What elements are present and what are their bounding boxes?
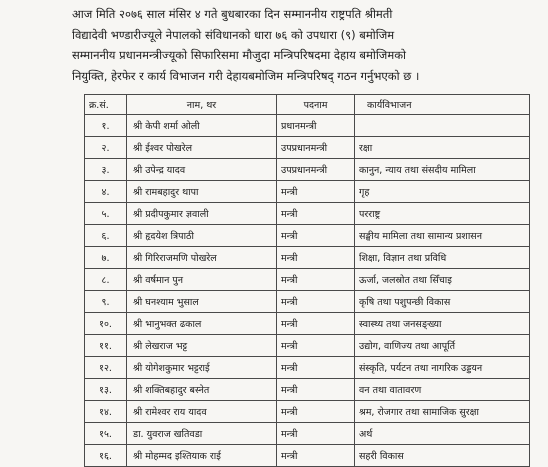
table-row	[85, 225, 530, 247]
cell-post: मन्त्री	[277, 181, 355, 203]
table-row	[85, 335, 530, 357]
table-row	[85, 247, 530, 269]
cell-portfolio: शिक्षा, विज्ञान तथा प्रविधि	[355, 247, 530, 269]
cell-portfolio: कानुन, न्याय तथा संसदीय मामिला	[355, 159, 530, 181]
cell-post: मन्त्री	[277, 269, 355, 291]
cell-portfolio: सङ्घीय मामिला तथा सामान्य प्रशासन	[355, 225, 530, 247]
cell-name: श्री घनश्याम भुसाल	[127, 291, 277, 313]
cell-post: मन्त्री	[277, 225, 355, 247]
cell-serial: ४.	[85, 181, 127, 203]
cell-portfolio: कृषि तथा पशुपन्छी विकास	[355, 291, 530, 313]
header-serial: क्र.सं.	[85, 95, 127, 115]
cell-name: श्री उपेन्द्र यादव	[127, 159, 277, 181]
cell-post: मन्त्री	[277, 203, 355, 225]
cell-name: श्री हृदयेश त्रिपाठी	[127, 225, 277, 247]
cell-post: उपप्रधानमन्त्री	[277, 137, 355, 159]
cell-post: उपप्रधानमन्त्री	[277, 159, 355, 181]
table-row	[85, 357, 530, 379]
table-row	[85, 159, 530, 181]
cell-portfolio	[355, 115, 530, 137]
table-row	[85, 401, 530, 423]
cell-serial: ११.	[85, 335, 127, 357]
cell-portfolio: गृह	[355, 181, 530, 203]
cell-name: श्री गिरिराजमणि पोखरेल	[127, 247, 277, 269]
table-row	[85, 445, 530, 467]
cell-portfolio: अर्थ	[355, 423, 530, 445]
cell-name: श्री भानुभक्त ढकाल	[127, 313, 277, 335]
cell-portfolio: स्वास्थ्य तथा जनसङ्ख्या	[355, 313, 530, 335]
cell-serial: १२.	[85, 357, 127, 379]
table-body	[85, 115, 530, 467]
cell-name: श्री प्रदीपकुमार ज्ञवाली	[127, 203, 277, 225]
cell-post: मन्त्री	[277, 379, 355, 401]
cell-serial: १४.	[85, 401, 127, 423]
cell-portfolio: वन तथा वातावरण	[355, 379, 530, 401]
cell-serial: ७.	[85, 247, 127, 269]
cell-post: मन्त्री	[277, 291, 355, 313]
cell-portfolio: संस्कृति, पर्यटन तथा नागरिक उड्डयन	[355, 357, 530, 379]
header-post: पदनाम	[277, 95, 355, 115]
cell-portfolio: उद्योग, वाणिज्य तथा आपूर्ति	[355, 335, 530, 357]
table-row	[85, 423, 530, 445]
cell-serial: १६.	[85, 445, 127, 467]
intro-line: विद्यादेवी भण्डारीज्यूले नेपालको संविधानको धारा ७६ को उपधारा (९) बमोजिम	[72, 27, 395, 42]
cell-serial: ८.	[85, 269, 127, 291]
cell-name: डा. युवराज खतिवडा	[127, 423, 277, 445]
cell-name: श्री योगेशकुमार भट्टराई	[127, 357, 277, 379]
cell-portfolio: सहरी विकास	[355, 445, 530, 467]
cell-post: मन्त्री	[277, 335, 355, 357]
cell-post: मन्त्री	[277, 313, 355, 335]
cell-name: श्री रामबहादुर थापा	[127, 181, 277, 203]
cell-serial: १०.	[85, 313, 127, 335]
table-row	[85, 181, 530, 203]
cell-serial: ५.	[85, 203, 127, 225]
cell-post: मन्त्री	[277, 401, 355, 423]
cell-serial: ६.	[85, 225, 127, 247]
table-row	[85, 313, 530, 335]
cell-serial: १५.	[85, 423, 127, 445]
cell-name: श्री मोहम्मद इश्तियाक राई	[127, 445, 277, 467]
cell-name: श्री लेखराज भट्ट	[127, 335, 277, 357]
cell-post: मन्त्री	[277, 445, 355, 467]
table-row	[85, 269, 530, 291]
cell-portfolio: श्रम, रोजगार तथा सामाजिक सुरक्षा	[355, 401, 530, 423]
cell-name: श्री शक्तिबहादुर बस्नेत	[127, 379, 277, 401]
cell-name: श्री केपी शर्मा ओली	[127, 115, 277, 137]
cell-name: श्री वर्षमान पुन	[127, 269, 277, 291]
cell-post: मन्त्री	[277, 357, 355, 379]
header-name: नाम, थर	[127, 95, 277, 115]
table-row	[85, 203, 530, 225]
cell-serial: ३.	[85, 159, 127, 181]
table-row	[85, 379, 530, 401]
cell-post: मन्त्री	[277, 247, 355, 269]
cell-name: श्री रामेश्वर राय यादव	[127, 401, 277, 423]
table-header-row	[85, 95, 530, 115]
cabinet-table	[84, 94, 530, 467]
cell-serial: १३.	[85, 379, 127, 401]
intro-paragraph	[72, 4, 524, 86]
cell-portfolio: परराष्ट्र	[355, 203, 530, 225]
intro-line: नियुक्ति, हेरफेर र कार्य विभाजन गरी देहायबमोजिम मन्त्रिपरिषद् गठन गर्नुभएको छ ।	[72, 68, 420, 83]
intro-line: आज मिति २०७६ साल मंसिर ४ गते बुधबारका दिन सम्माननीय राष्ट्रपति श्रीमती	[72, 7, 393, 21]
cell-name: श्री ईश्वर पोखरेल	[127, 137, 277, 159]
header-portfolio: कार्यविभाजन	[355, 95, 530, 115]
cell-portfolio: ऊर्जा, जलस्रोत तथा सिँचाइ	[355, 269, 530, 291]
cell-serial: ९.	[85, 291, 127, 313]
cell-serial: २.	[85, 137, 127, 159]
cell-post: प्रधानमन्त्री	[277, 115, 355, 137]
intro-line: सम्माननीय प्रधानमन्त्रीज्यूको सिफारिसमा मौजुदा मन्त्रिपरिषदमा देहाय बमोजिमको	[72, 48, 407, 62]
table-row	[85, 115, 530, 137]
cell-post: मन्त्री	[277, 423, 355, 445]
cell-portfolio: रक्षा	[355, 137, 530, 159]
table-row	[85, 137, 530, 159]
cell-serial: १.	[85, 115, 127, 137]
table-row	[85, 291, 530, 313]
